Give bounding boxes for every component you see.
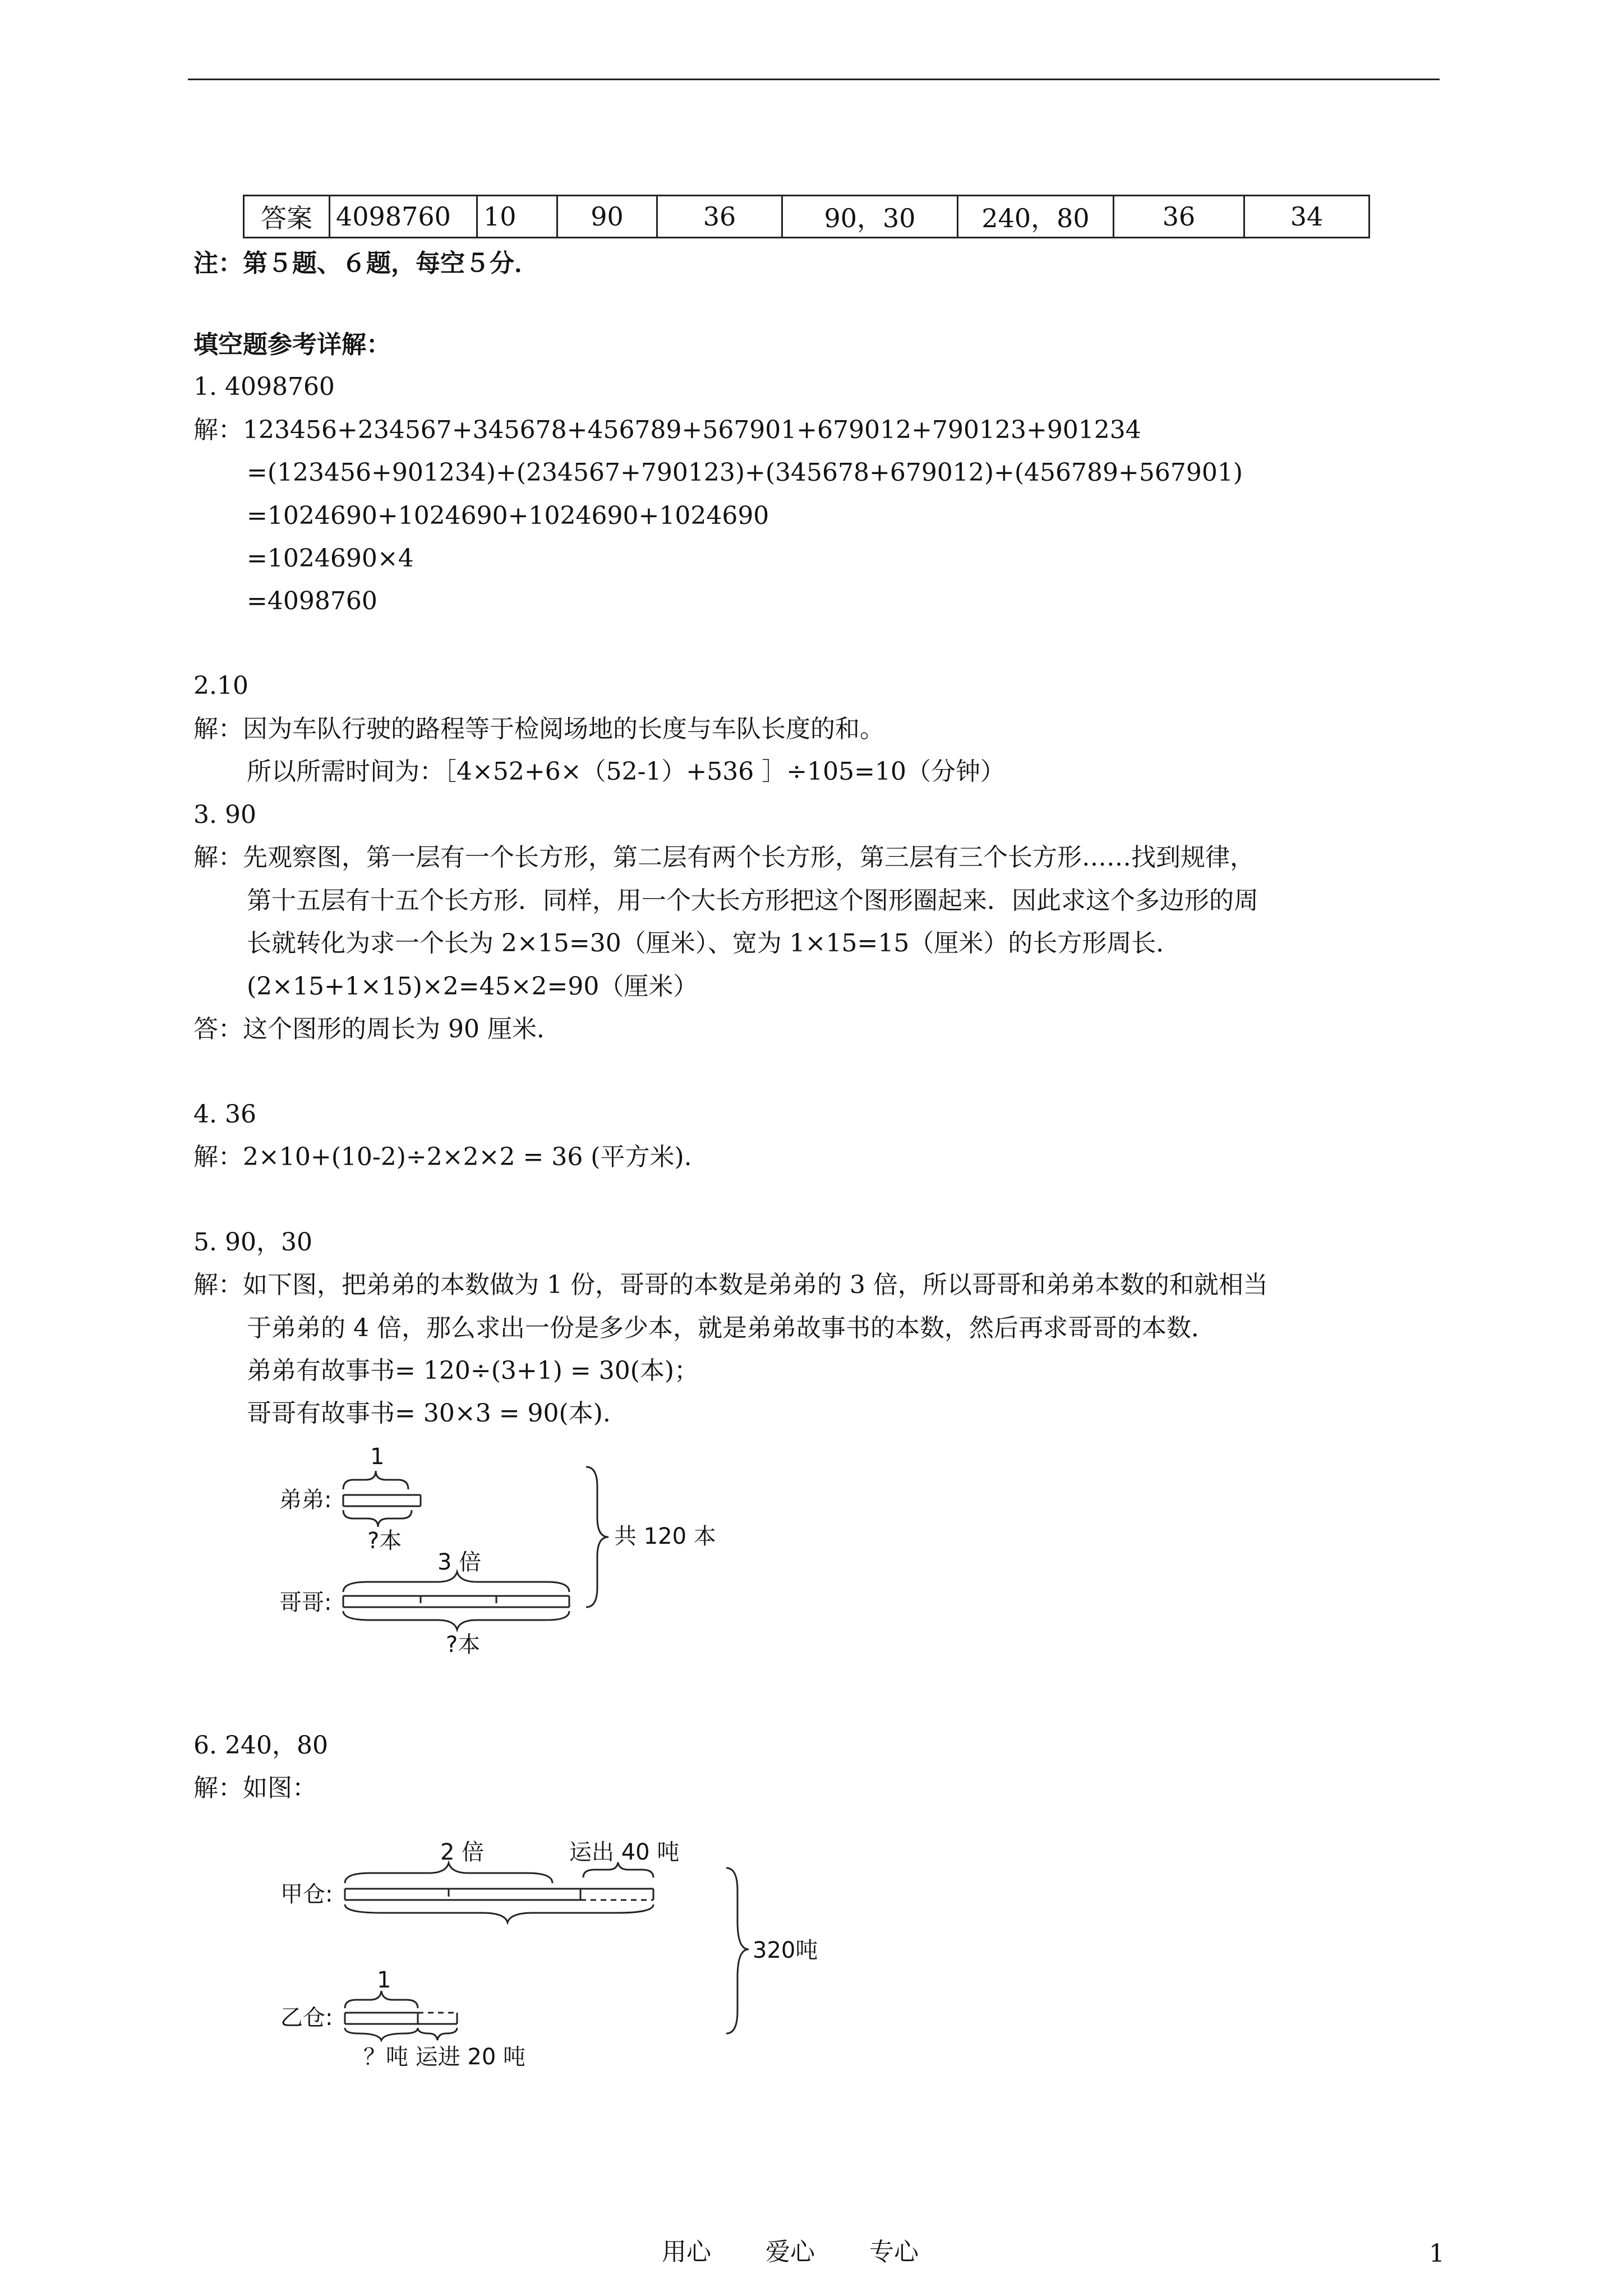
q2-line: 解：因为车队行驶的路程等于检阅场地的长度与车队长度的和。 — [193, 715, 884, 743]
q1-line: =1024690+1024690+1024690+1024690 — [247, 501, 769, 530]
q5-elder-question: ?本 — [446, 1632, 481, 1658]
footer-motto-3: 专心 — [869, 2238, 919, 2266]
q6-title: 6. 240，80 — [193, 1731, 328, 1760]
q1-line: =(123456+901234)+(234567+790123)+(345678+679012)+(456789+567901) — [247, 458, 1243, 487]
answer-table — [243, 195, 1370, 238]
footer-motto-1: 用心 — [662, 2238, 711, 2266]
q3-line: 解：先观察图，第一层有一个长方形，第二层有两个长方形，第三层有三个长方形……找到规律， — [193, 843, 1255, 872]
q1-line: =4098760 — [247, 587, 377, 615]
table-cell: 34 — [1244, 196, 1370, 238]
q6-times-label: 2 倍 — [440, 1839, 485, 1865]
q6-out-label: 运出 40 吨 — [569, 1839, 680, 1865]
q6-one-label: 1 — [377, 1967, 391, 1993]
q2-title: 2.10 — [193, 671, 248, 700]
q6-b-bottom-label: ？吨 运进 20 吨 — [363, 2044, 526, 2070]
q5-title: 5. 90，30 — [193, 1228, 312, 1257]
page-number: 1 — [1429, 2239, 1445, 2268]
table-cell: 90，30 — [782, 196, 958, 238]
table-cell: 36 — [657, 196, 782, 238]
q5-one-label: 1 — [370, 1447, 385, 1470]
table-cell: 4098760 — [330, 196, 477, 238]
q5-line: 解：如下图，把弟弟的本数做为 1 份，哥哥的本数是弟弟的 3 倍，所以哥哥和弟弟本数的和就相当 — [193, 1271, 1268, 1299]
q6-b-label: 乙仓: — [280, 2005, 333, 2031]
q3-line: (2×15+1×15)×2=45×2=90（厘米） — [247, 972, 698, 1001]
q5-brother-question: ?本 — [367, 1528, 402, 1554]
table-cell: 10 — [477, 196, 557, 238]
q5-times-label: 3 倍 — [437, 1549, 482, 1575]
q6-total-label: 320吨 — [753, 1938, 818, 1963]
table-row — [244, 196, 1370, 238]
table-header-cell: 答案 — [244, 196, 330, 238]
q3-line: 第十五层有十五个长方形．同样，用一个大长方形把这个图形圈起来．因此求这个多边形的周 — [247, 886, 1258, 915]
q5-line: 哥哥有故事书= 30×3 = 90(本). — [247, 1399, 611, 1428]
table-cell: 36 — [1114, 196, 1244, 238]
q1-line: =1024690×4 — [247, 544, 414, 573]
q4-title: 4. 36 — [193, 1100, 256, 1129]
table-cell: 240，80 — [958, 196, 1114, 238]
q4-line: 解：2×10+(10-2)÷2×2×2 = 36 (平方米). — [193, 1143, 692, 1171]
q5-elder-label: 哥哥: — [279, 1590, 332, 1616]
q3-answer: 答：这个图形的周长为 90 厘米． — [193, 1015, 561, 1043]
q5-line: 于弟弟的 4 倍，那么求出一份是多少本，就是弟弟故事书的本数，然后再求哥哥的本数． — [247, 1314, 1216, 1342]
scoring-note: 注：第５题、６题，每空５分． — [193, 249, 539, 278]
q3-title: 3. 90 — [193, 800, 256, 829]
q5-total-label: 共 120 本 — [614, 1524, 716, 1549]
q6-diagram — [269, 1837, 830, 2084]
q5-line: 弟弟有故事书= 120÷(3+1) = 30(本)； — [247, 1356, 699, 1385]
q5-diagram — [269, 1447, 729, 1677]
table-cell: 90 — [557, 196, 657, 238]
q6-line: 解：如图： — [193, 1774, 317, 1802]
section-title: 填空题参考详解： — [193, 330, 391, 359]
q1-title: 1. 4098760 — [193, 372, 335, 401]
q1-line: 解：123456+234567+345678+456789+567901+679012+790123+901234 — [193, 416, 1141, 444]
q2-line: 所以所需时间为：［4×52+6×（52-1）+536 ］÷105=10（分钟） — [247, 757, 1005, 786]
footer-motto-2: 爱心 — [766, 2238, 815, 2266]
q5-brother-label: 弟弟: — [279, 1487, 332, 1513]
q6-a-label: 甲仓: — [280, 1881, 333, 1907]
q3-line: 长就转化为求一个长为 2×15=30（厘米）、宽为 1×15=15（厘米）的长方形周长． — [247, 929, 1181, 958]
header-rule — [188, 79, 1440, 80]
